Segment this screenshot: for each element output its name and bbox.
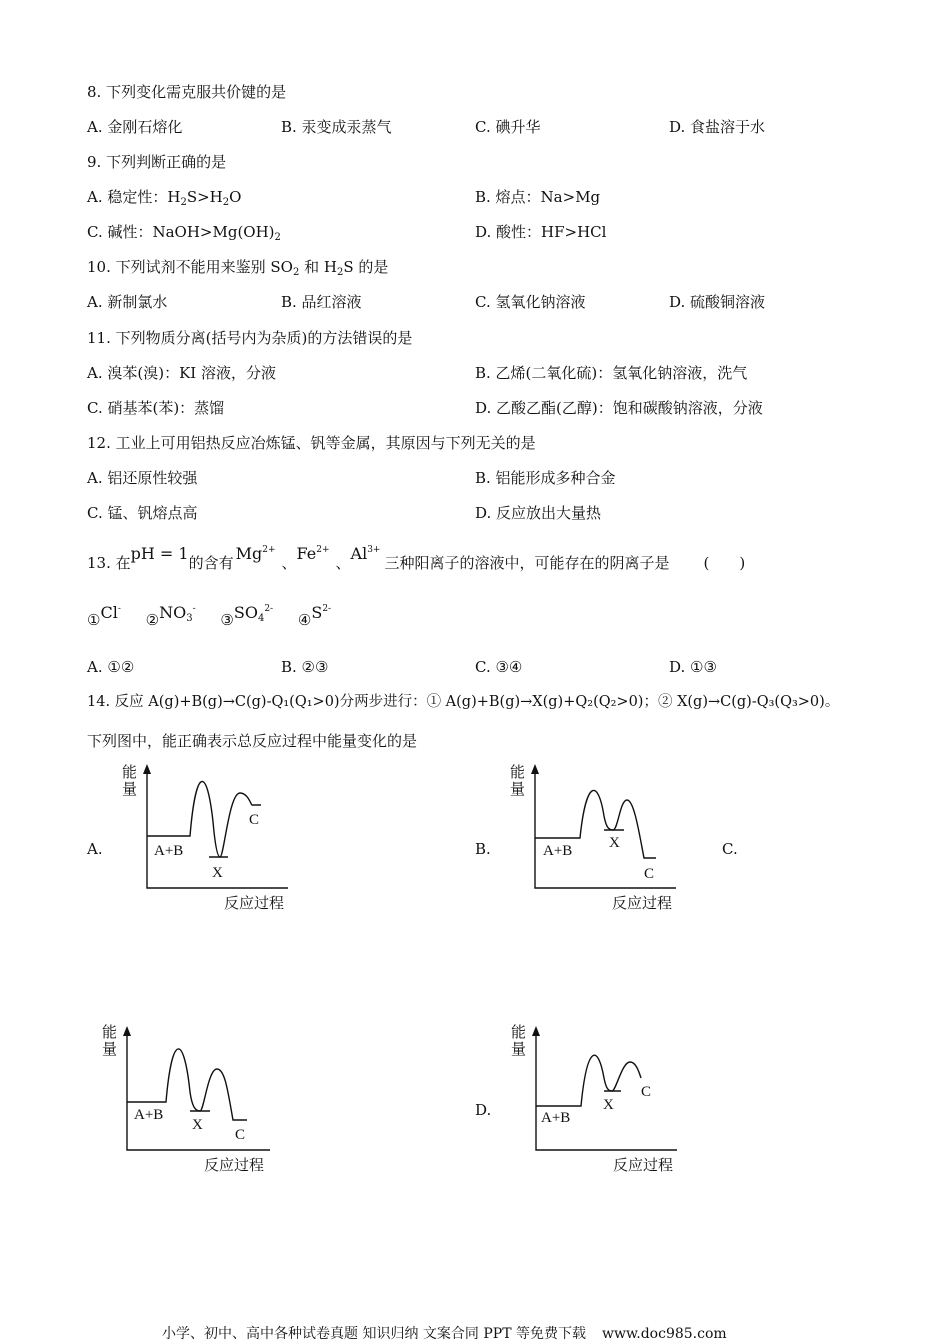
energy-diagram-d[interactable] xyxy=(507,1022,677,1172)
q13-stem: 13. 在pH = 1的含有 $Mg^{2+}$、$Fe^{2+}$、$Al^{3+}$三种阳离子的溶液中，可能存在的阴离子是 ( ) xyxy=(87,544,746,572)
axis-arrow xyxy=(143,764,151,774)
q13-option-c[interactable]: C. ③④ xyxy=(475,658,523,676)
axis-y-label: 能 xyxy=(511,1023,527,1041)
q12-option-b[interactable]: B. 铝能形成多种合金 xyxy=(475,469,616,487)
q8-stem: 8. 下列变化需克服共价键的是 xyxy=(87,83,287,101)
q10-option-d[interactable]: D. 硫酸铜溶液 xyxy=(669,293,766,311)
q14-option-a-label[interactable]: A. xyxy=(87,840,103,858)
q14-option-c-label[interactable]: C. xyxy=(722,840,738,858)
energy-diagram-a[interactable] xyxy=(118,760,288,910)
axis-x-label: 反应过程 xyxy=(613,1156,674,1172)
q10-stem: 10. 下列试剂不能用来鉴别 $SO_2$ 和 $H_2S$ 的是 xyxy=(87,258,389,278)
q13-ion-list: ①Cl- $②NO^{3-}$ $③SO^{42-}$ $④S^{2-}$ xyxy=(87,603,332,629)
q11-option-c[interactable]: C. 硝基苯(苯)：蒸馏 xyxy=(87,399,225,417)
reactant-label: A+B xyxy=(134,1107,164,1123)
ph-formula: pH = 1 xyxy=(130,544,189,563)
q14-option-b-label[interactable]: B. xyxy=(475,840,491,858)
energy-diagram-c[interactable] xyxy=(100,1022,270,1172)
q12-stem: 12. 工业上可用铝热反应冶炼锰、钒等金属，其原因与下列无关的是 xyxy=(87,434,536,452)
q9-option-a[interactable]: A. 稳定性：$H_2S>H_2O$ xyxy=(87,188,242,208)
axis-x-label: 反应过程 xyxy=(612,894,673,910)
axis-y-label: 量 xyxy=(510,780,526,798)
q8-option-d[interactable]: D. 食盐溶于水 xyxy=(669,118,766,136)
product-label: C xyxy=(235,1127,246,1143)
intermediate-label: X xyxy=(609,835,620,851)
axis-arrow xyxy=(532,1026,540,1036)
axis-arrow xyxy=(123,1026,131,1036)
q10-option-a[interactable]: A. 新制氯水 xyxy=(87,293,168,311)
reactant-label: A+B xyxy=(154,843,184,859)
footer xyxy=(162,1323,727,1343)
q11-stem: 11. 下列物质分离(括号内为杂质)的方法错误的是 xyxy=(87,329,413,347)
energy-curve xyxy=(536,1055,641,1106)
intermediate-label: X xyxy=(212,865,223,881)
intermediate-label: X xyxy=(603,1097,614,1113)
q13-option-d[interactable]: D. ①③ xyxy=(669,658,717,676)
q13-option-a[interactable]: A. ①② xyxy=(87,658,135,676)
axis-y-label: 量 xyxy=(511,1040,527,1058)
product-label: C xyxy=(249,812,260,828)
product-label: C xyxy=(644,866,655,882)
axis-y-label: 能 xyxy=(102,1023,118,1041)
q9-option-c[interactable]: C. 碱性：$NaOH>Mg(OH)_2$ xyxy=(87,223,281,243)
axis-y-label: 能 xyxy=(122,763,138,781)
axis-y-label: 量 xyxy=(122,780,138,798)
q9-stem: 9. 下列判断正确的是 xyxy=(87,153,227,171)
q8-option-c[interactable]: C. 碘升华 xyxy=(475,118,541,136)
q9-option-d[interactable]: D. 酸性：HF>HCl xyxy=(475,223,607,241)
q12-option-a[interactable]: A. 铝还原性较强 xyxy=(87,469,198,487)
energy-diagram-b[interactable] xyxy=(506,760,676,910)
q12-option-d[interactable]: D. 反应放出大量热 xyxy=(475,504,602,522)
reactant-label: A+B xyxy=(541,1110,571,1126)
axis-y-label: 能 xyxy=(510,763,526,781)
reactant-label: A+B xyxy=(543,843,573,859)
axis-lines xyxy=(536,1030,677,1150)
q14-stem-line2: 下列图中，能正确表示总反应过程中能量变化的是 xyxy=(87,732,418,750)
axis-arrow xyxy=(531,764,539,774)
q11-option-d[interactable]: D. 乙酸乙酯(乙醇)：饱和碳酸钠溶液，分液 xyxy=(475,399,763,417)
q11-option-b[interactable]: B. 乙烯(二氧化硫)：氢氧化钠溶液，洗气 xyxy=(475,364,748,382)
q13-option-b[interactable]: B. ②③ xyxy=(281,658,329,676)
q10-option-c[interactable]: C. 氢氧化钠溶液 xyxy=(475,293,586,311)
product-label: C xyxy=(641,1084,652,1100)
axis-x-label: 反应过程 xyxy=(204,1156,265,1172)
axis-lines xyxy=(535,768,676,888)
q14-option-d-label[interactable]: D. xyxy=(475,1101,492,1119)
q8-option-a[interactable]: A. 金刚石熔化 xyxy=(87,118,183,136)
q10-option-b[interactable]: B. 品红溶液 xyxy=(281,293,362,311)
q9-option-b[interactable]: B. 熔点：Na>Mg xyxy=(475,188,601,206)
footer-text: 小学、初中、高中各种试卷真题 知识归纳 文案合同 PPT 等免费下载 xyxy=(162,1326,586,1342)
q14-stem: 14. 反应 A(g)+B(g)→C(g)-Q₁(Q₁>0)分两步进行：① A(g)+B(g)→X(g)+Q₂(Q₂>0)；② X(g)→C(g)-Q₃(Q₃>0)。 xyxy=(87,694,840,710)
q12-option-c[interactable]: C. 锰、钒熔点高 xyxy=(87,504,198,522)
axis-y-label: 量 xyxy=(102,1040,118,1058)
axis-x-label: 反应过程 xyxy=(224,894,285,910)
footer-url[interactable]: www.doc985.com xyxy=(601,1326,727,1342)
q8-option-b[interactable]: B. 汞变成汞蒸气 xyxy=(281,118,392,136)
intermediate-label: X xyxy=(192,1117,203,1133)
q11-option-a[interactable]: A. 溴苯(溴)：KI 溶液，分液 xyxy=(87,364,276,382)
